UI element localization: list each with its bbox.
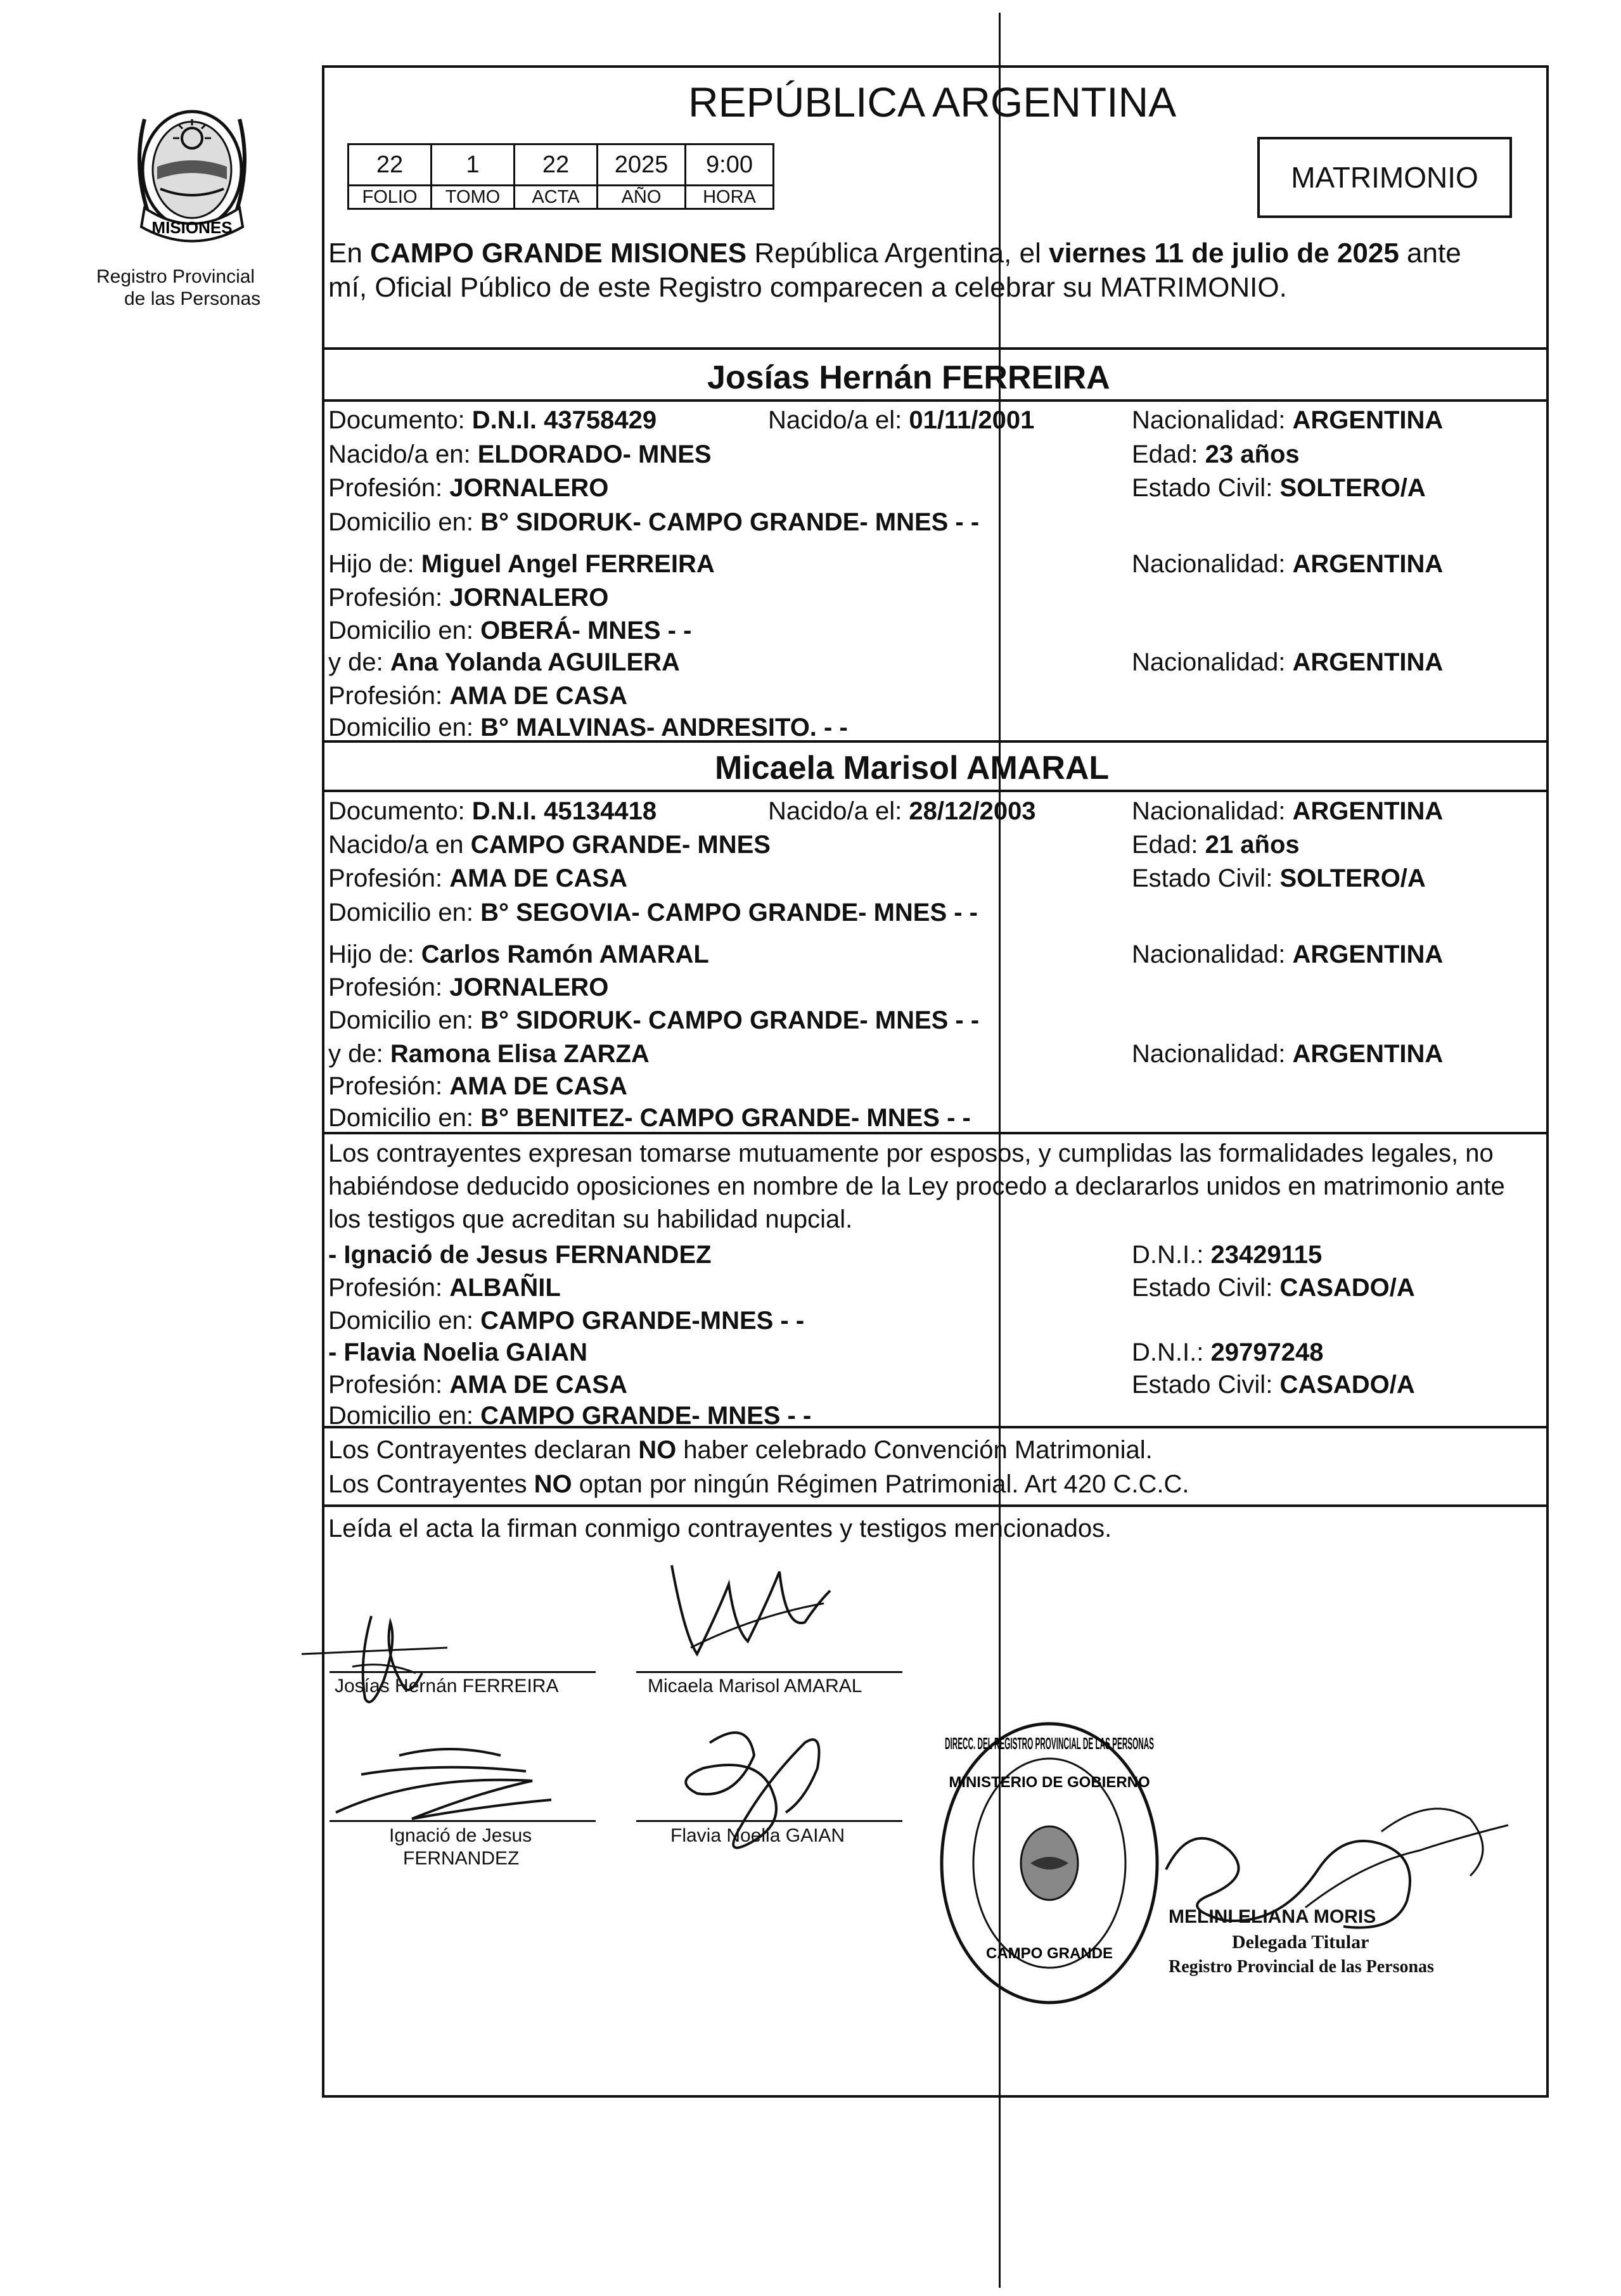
emblem-label-line2: de las Personas [124,288,261,309]
bride-madre-domicilio-label: Domicilio en: [328,1104,473,1132]
divider-bride-name [322,790,1549,792]
intro-date: viernes 11 de julio de 2025 [1049,238,1399,269]
bride-nacido-el-value: 28/12/2003 [909,797,1036,825]
hora-value: 9:00 [686,144,774,186]
bride-padre [328,942,709,967]
bride-madre-value: Ramona Elisa ZARZA [390,1040,650,1068]
witness-2-name: - Flavia Noelia GAIAN [328,1338,587,1366]
bride-documento-label: Documento: [328,797,465,825]
regime-line-2 [328,1472,1189,1497]
bride-nacido-el-label: Nacido/a el: [768,797,902,825]
groom-edad-value: 23 años [1205,440,1300,468]
bride-madre [328,1041,650,1067]
groom-name: Josías Hernán FERREIRA [707,359,1110,396]
tomo-value: 1 [432,144,515,186]
bride-nacido-el [768,798,1036,824]
intro-line-2: mí, Oficial Público de este Registro comparecen a celebrar su MATRIMONIO. [328,272,1287,303]
witness-2-estado-civil-label: Estado Civil: [1132,1371,1273,1399]
groom-documento-value: D.N.I. 43758429 [471,406,657,434]
tomo-label: TOMO [432,186,515,209]
groom-nacido-el [768,407,1034,433]
bride-madre-profesion [328,1074,627,1099]
groom-padre-domicilio-value: OBERÁ- MNES - - [480,617,692,645]
divider-before-declaration [322,1132,1549,1134]
witness-2-profesion-value: AMA DE CASA [449,1371,627,1399]
bride-profesion [328,866,627,891]
bride-documento-value: D.N.I. 45134418 [471,797,657,825]
bride-padre-value: Carlos Ramón AMARAL [421,940,709,968]
groom-nacionalidad-value: ARGENTINA [1292,406,1444,434]
misiones-coat-of-arms-icon [106,94,278,259]
groom-padre-profesion-value: JORNALERO [449,584,609,612]
groom-nacido-el-value: 01/11/2001 [909,406,1035,434]
groom-estado-civil-label: Estado Civil: [1132,474,1273,502]
witness-2-estado-civil [1132,1372,1415,1397]
bride-madre-nacionalidad [1132,1041,1443,1067]
groom-domicilio-value: B° SIDORUK- CAMPO GRANDE- MNES - - [480,508,980,536]
bride-padre-domicilio-value: B° SIDORUK- CAMPO GRANDE- MNES - - [480,1006,980,1034]
groom-estado-civil-value: SOLTERO/A [1279,474,1426,502]
emblem-label-line1: Registro Provincial [96,266,255,287]
groom-padre-profesion-label: Profesión: [328,584,443,612]
groom-profesion-label: Profesión: [328,474,443,502]
witness-2-signature-line [636,1820,902,1822]
groom-padre-nacionalidad [1132,551,1443,577]
groom-nacido-en-label: Nacido/a en: [328,440,471,468]
groom-domicilio-label: Domicilio en: [328,508,473,536]
groom-padre-label: Hijo de: [328,550,414,578]
bride-madre-profesion-value: AMA DE CASA [449,1072,627,1100]
bride-nacionalidad [1132,798,1443,824]
witness-1-signature-label-1: Ignació de Jesus [389,1825,532,1846]
witness-2-profesion [328,1372,627,1397]
bride-nacido-en-label: Nacido/a en [328,831,464,859]
groom-madre-profesion-value: AMA DE CASA [449,682,627,710]
witness-1-dni-value: 23429115 [1210,1241,1323,1269]
witness-2-signature-icon [659,1717,849,1870]
groom-domicilio [328,510,979,535]
signatures-intro: Leída el acta la firman conmigo contrayentes y testigos mencionados. [328,1515,1112,1542]
regime-line-1-a: Los Contrayentes declaran [328,1436,639,1464]
groom-padre-profesion [328,585,608,610]
bride-name: Micaela Marisol AMARAL [715,750,1110,786]
witness-2-profesion-label: Profesión: [328,1371,443,1399]
bride-edad [1132,832,1300,857]
regime-line-2-c: optan por ningún Régimen Patrimonial. Art 420 C.C.C. [572,1470,1189,1498]
witness-1-profesion-value: ALBAÑIL [449,1274,561,1302]
witness-2-domicilio-label: Domicilio en: [328,1402,473,1430]
witness-2-domicilio [328,1403,811,1428]
witness-1-domicilio-label: Domicilio en: [328,1307,473,1335]
regime-line-1 [328,1437,1153,1463]
act-type-box: MATRIMONIO [1257,137,1512,218]
witness-1-signature-label-2: FERNANDEZ [403,1848,520,1869]
groom-documento-label: Documento: [328,406,465,434]
groom-padre-value: Miguel Angel FERREIRA [421,550,715,578]
bride-padre-domicilio [328,1008,979,1033]
bride-edad-value: 21 años [1205,831,1300,859]
witness-1-profesion-label: Profesión: [328,1274,443,1302]
bride-nacido-en-value: CAMPO GRANDE- MNES [470,831,771,859]
bride-nacionalidad-value: ARGENTINA [1292,797,1444,825]
bride-padre-profesion-label: Profesión: [328,973,443,1001]
declaration-line-2: habiéndose deducido oposiciones en nombre de la Ley procedo a declararlos unidos en matrimonio ante [328,1172,1505,1200]
intro-text-b: República Argentina, el [746,238,1049,269]
bride-signature-line [636,1671,902,1673]
witness-2-dni-value: 29797248 [1210,1338,1324,1366]
groom-madre-domicilio [328,715,848,740]
bride-madre-nacionalidad-value: ARGENTINA [1292,1040,1444,1068]
folio-label: FOLIO [349,186,432,209]
groom-madre-nacionalidad [1132,650,1443,675]
witness-2-domicilio-value: CAMPO GRANDE- MNES - - [480,1402,812,1430]
intro-line-1 [328,240,1461,267]
groom-edad [1132,442,1300,467]
anio-value: 2025 [598,144,686,186]
groom-madre-domicilio-value: B° MALVINAS- ANDRESITO. - - [480,714,848,741]
bride-documento [328,798,657,824]
bride-profesion-value: AMA DE CASA [449,864,627,892]
emblem-banner-text: MISIONES [151,218,233,237]
bride-domicilio-label: Domicilio en: [328,899,473,927]
divider-before-signatures [322,1504,1549,1507]
witness-1-estado-civil [1132,1275,1415,1300]
bride-nacionalidad-label: Nacionalidad: [1132,797,1286,825]
bride-madre-domicilio [328,1105,971,1131]
witness-2-dni-label: D.N.I.: [1132,1338,1204,1366]
groom-madre-domicilio-label: Domicilio en: [328,714,473,741]
intro-place: CAMPO GRANDE MISIONES [370,238,747,269]
bride-nacido-en [328,832,771,857]
regime-line-1-c: haber celebrado Convención Matrimonial. [676,1436,1153,1464]
witness-1-domicilio-value: CAMPO GRANDE-MNES - - [480,1307,805,1335]
groom-madre-value: Ana Yolanda AGUILERA [390,648,680,676]
witness-1-name: - Ignació de Jesus FERNANDEZ [328,1241,712,1269]
groom-signature-line [330,1671,596,1673]
groom-nacionalidad [1132,407,1443,433]
bride-padre-domicilio-label: Domicilio en: [328,1006,473,1034]
groom-nacionalidad-label: Nacionalidad: [1132,406,1286,434]
regime-line-1-no: NO [638,1436,677,1464]
declaration-line-3: los testigos que acreditan su habilidad nupcial. [328,1205,853,1233]
seal-city: CAMPO GRANDE [985,1945,1113,1962]
regime-line-2-a: Los Contrayentes [328,1470,534,1498]
acta-value: 22 [515,144,598,186]
bride-padre-nacionalidad-value: ARGENTINA [1292,940,1444,968]
witness-1-profesion [328,1275,561,1300]
seal-outer-text: DIRECC. DEL REGISTRO PROVINCIAL DE LAS PERSONAS [945,1734,1154,1753]
groom-madre-profesion [328,683,627,709]
registry-seal-icon [935,1711,1163,2015]
witness-1-estado-civil-label: Estado Civil: [1132,1274,1273,1302]
witness-1-dni [1132,1242,1322,1267]
groom-profesion-value: JORNALERO [449,474,609,502]
groom-madre-profesion-label: Profesión: [328,682,443,710]
groom-padre-domicilio [328,618,691,643]
bride-signature-icon [659,1546,836,1673]
declaration-line-1: Los contrayentes expresan tomarse mutuamente por esposos, y cumplidas las formalidades legales, no [328,1139,1494,1167]
witness-1-signature-line [330,1820,596,1822]
bride-estado-civil-label: Estado Civil: [1132,864,1273,892]
intro-text-a: En [328,238,371,269]
witness-2-dni [1132,1340,1323,1365]
groom-padre-domicilio-label: Domicilio en: [328,617,473,645]
groom-nacido-en-value: ELDORADO- MNES [477,440,712,468]
groom-edad-label: Edad: [1132,440,1198,468]
seal-inner-text: MINISTERIO DE GOBIERNO [949,1774,1150,1791]
witness-1-signature-icon [323,1736,564,1838]
intro-text-c: ante [1399,238,1461,269]
groom-profesion [328,475,608,501]
groom-madre-label: y de: [328,648,383,676]
groom-madre-nacionalidad-value: ARGENTINA [1292,648,1444,676]
bride-domicilio-value: B° SEGOVIA- CAMPO GRANDE- MNES - - [480,899,978,927]
groom-nacido-el-label: Nacido/a el: [768,406,902,434]
bride-padre-nacionalidad-label: Nacionalidad: [1132,940,1286,968]
groom-madre-nacionalidad-label: Nacionalidad: [1132,648,1286,676]
witness-1-estado-civil-value: CASADO/A [1279,1274,1415,1302]
witness-2-signature-label: Flavia Noelia GAIAN [670,1825,845,1846]
bride-estado-civil-value: SOLTERO/A [1279,864,1426,892]
acta-label: ACTA [515,186,598,209]
official-title: Delegada Titular [1232,1932,1369,1953]
bride-estado-civil [1132,866,1426,891]
official-office: Registro Provincial de las Personas [1169,1957,1434,1977]
registry-index-table [347,143,774,210]
anio-label: AÑO [598,186,686,209]
folio-value: 22 [349,144,432,186]
groom-nacido-en [328,442,712,467]
official-name: MELINI ELIANA MORIS [1169,1906,1376,1927]
groom-padre [328,551,715,577]
bride-domicilio [328,900,978,925]
groom-signature-icon [295,1603,466,1717]
witness-2-estado-civil-value: CASADO/A [1279,1371,1415,1399]
bride-signature-label: Micaela Marisol AMARAL [648,1676,862,1696]
bride-edad-label: Edad: [1132,831,1198,859]
bride-profesion-label: Profesión: [328,864,443,892]
groom-padre-nacionalidad-value: ARGENTINA [1292,550,1444,578]
divider-groom-name [322,399,1549,402]
regime-line-2-no: NO [534,1470,572,1498]
groom-estado-civil [1132,475,1426,501]
witness-1-dni-label: D.N.I.: [1132,1241,1204,1269]
bride-madre-nacionalidad-label: Nacionalidad: [1132,1040,1286,1068]
bride-padre-profesion-value: JORNALERO [449,973,609,1001]
bride-madre-label: y de: [328,1040,383,1068]
groom-documento [328,407,657,433]
witness-1-domicilio [328,1308,804,1333]
groom-padre-nacionalidad-label: Nacionalidad: [1132,550,1286,578]
bride-padre-label: Hijo de: [328,940,414,968]
bride-madre-domicilio-value: B° BENITEZ- CAMPO GRANDE- MNES - - [480,1104,971,1132]
bride-madre-profesion-label: Profesión: [328,1072,443,1100]
bride-padre-nacionalidad [1132,942,1443,967]
groom-madre [328,650,680,675]
divider-after-intro [322,347,1549,350]
country-title: REPÚBLICA ARGENTINA [688,79,1177,125]
provincial-emblem [106,94,278,259]
groom-signature-label: Josías Hernán FERREIRA [335,1676,559,1696]
bride-padre-profesion [328,975,608,1000]
hora-label: HORA [686,186,774,209]
